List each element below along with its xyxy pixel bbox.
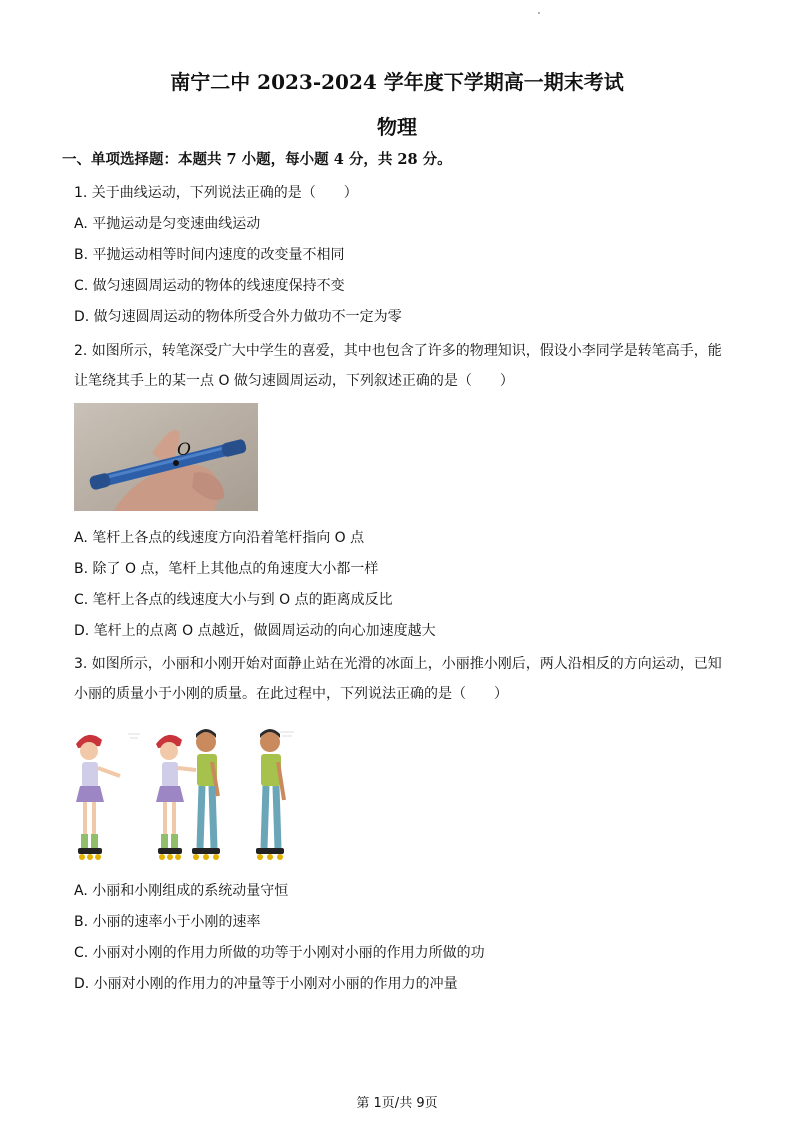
question-2-stem-line-1: 2. 如图所示，转笔深受广大中学生的喜爱，其中也包含了许多的物理知识，假设小李同学是转笔高手，能 [74, 343, 722, 359]
section-heading: 一、单项选择题：本题共 7 小题，每小题 4 分，共 28 分。 [62, 151, 452, 168]
question-2-option-a[interactable]: A. 笔杆上各点的线速度方向沿着笔杆指向 O 点 [74, 530, 365, 546]
question-1-option-b[interactable]: B. 平抛运动相等时间内速度的改变量不相同 [74, 247, 345, 263]
question-3-stem-line-1: 3. 如图所示，小丽和小刚开始对面静止站在光滑的冰面上，小丽推小刚后，两人沿相反的方向运动，已知 [74, 656, 722, 672]
question-1-option-c[interactable]: C. 做匀速圆周运动的物体的线速度保持不变 [74, 278, 345, 294]
pen-spinning-photo [74, 403, 258, 511]
question-3-option-b[interactable]: B. 小丽的速率小于小刚的速率 [74, 914, 261, 930]
question-2-stem-line-2: 让笔绕其手上的某一点 O 做匀速圆周运动，下列叙述正确的是（ ） [74, 373, 514, 389]
boy-figure-middle [192, 729, 220, 860]
scan-dot [538, 12, 540, 14]
question-2-option-b[interactable]: B. 除了 O 点，笔杆上其他点的角速度大小都一样 [74, 561, 379, 577]
question-2-option-d[interactable]: D. 笔杆上的点离 O 点越近，做圆周运动的向心加速度越大 [74, 623, 436, 639]
question-3-option-d[interactable]: D. 小丽对小刚的作用力的冲量等于小刚对小丽的作用力的冲量 [74, 976, 458, 992]
question-3-option-a[interactable]: A. 小丽和小刚组成的系统动量守恒 [74, 883, 289, 899]
question-1-option-a[interactable]: A. 平抛运动是匀变速曲线运动 [74, 216, 261, 232]
question-2-option-c[interactable]: C. 笔杆上各点的线速度大小与到 O 点的距离成反比 [74, 592, 393, 608]
question-3-option-c[interactable]: C. 小丽对小刚的作用力所做的功等于小刚对小丽的作用力所做的功 [74, 945, 485, 961]
question-1-stem: 1. 关于曲线运动，下列说法正确的是（ ） [74, 185, 358, 201]
boy-figure-right [256, 729, 284, 860]
girl-figure-pushing [156, 735, 196, 860]
girl-figure-left [76, 735, 120, 860]
exam-title: 南宁二中 2023-2024 学年度下学期高一期末考试 [170, 70, 624, 94]
subject-title: 物理 [377, 115, 417, 139]
question-1-option-d[interactable]: D. 做匀速圆周运动的物体所受合外力做功不一定为零 [74, 309, 402, 325]
skaters-illustration [68, 722, 308, 870]
pen-pivot-label: O [177, 440, 191, 460]
question-3-stem-line-2: 小丽的质量小于小刚的质量。在此过程中，下列说法正确的是（ ） [74, 686, 508, 702]
page-number: 第 1页/共 9页 [356, 1096, 438, 1111]
